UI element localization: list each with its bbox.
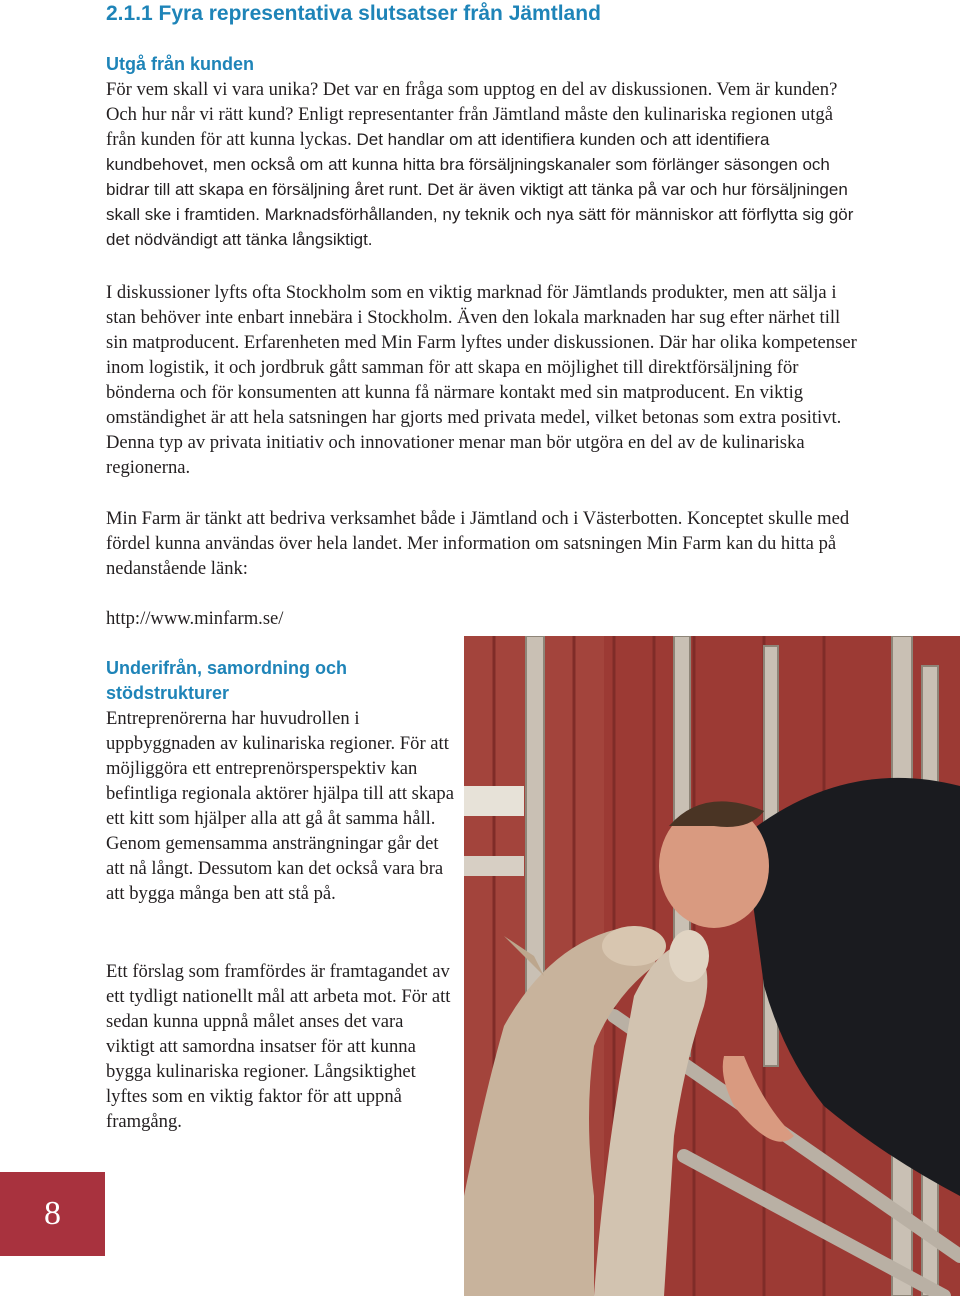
paragraph-customer-sans: Det handlar om att identifiera kunden och att identifiera kundbehovet, men också om att kunna hitta bra försäljningskanaler som förlänger säsongen och bidrar till att skapa en försäljning året runt. Det är även viktigt att tänka på var och hur försäljningen skall ske i framtiden. Marknadsförhållanden, ny teknik och nya sätt för människor att förflytta sig gör det nödvändigt att tänka långsiktigt. [106, 130, 854, 249]
paragraph-national-goal: Ett förslag som framfördes är framtagandet av ett tydligt nationellt mål att arbeta mot. För att sedan kunna uppnå målet anses det vara viktigt att samordna insatser för att kunna bygga kulinariska regioner. Långsiktighet lyftes som en viktig faktor för att uppnå framgång. [106, 961, 451, 1132]
paragraph-entrepreneurs: Entreprenörerna har huvudrollen i uppbyggnaden av kulinariska regioner. För att möjliggöra ett entreprenörsperspektiv kan befintliga regionala aktörer hjälpa till att skapa ett kitt som hjälper alla att gå åt samma håll. Genom gemensamma ansträngningar går det att nå långt. Dessutom kan det också vara bra att bygga många ben att stå på. [106, 708, 454, 904]
subheading-utga-fran-kunden: Utgå från kunden [106, 54, 255, 74]
page-number-box [0, 1172, 105, 1256]
paragraph-min-farm: Min Farm är tänkt att bedriva verksamhet både i Jämtland och i Västerbotten. Konceptet skulle med fördel kunna användas över hela landet. Mer information om satsningen Min Farm kan du hitta på nedanstående länk: [106, 508, 850, 579]
goat-photo [464, 636, 960, 1296]
section-utga-fran-kunden [106, 52, 860, 252]
paragraph-customer [106, 77, 860, 252]
subheading-underifran: Underifrån, samordning och stödstrukturer [106, 658, 348, 703]
section-heading: 2.1.1 Fyra representativa slutsatser från Jämtland [106, 2, 601, 25]
minfarm-link[interactable]: http://www.minfarm.se/ [106, 608, 284, 629]
section-underifran [106, 656, 454, 906]
paragraph-stockholm: I diskussioner lyfts ofta Stockholm som en viktig marknad för Jämtlands produkter, men att sälja i stan behöver inte enbart innebära i Stockholm. Även den lokala marknaden har sug efter närhet till sin matproducent. Erfarenheten med Min Farm lyftes under diskussionen. Där har olika kompetenser inom logistik, it och jordbruk gått samman för att skapa en möjlighet till direktförsäljning för bönderna och för konsumenten att kunna få närmare kontakt med sin matproducent. En viktig omständighet är att hela satsningen har gjorts med privata medel, vilket betonas som extra positivt. Denna typ av privata initiativ och innovationer menar man bör utgöra en del av de kulinariska regionerna. [106, 282, 857, 478]
paragraph-customer-serif: För vem skall vi vara unika? Det var en fråga som upptog en del av diskussionen. Vem är kunden? Och hur når vi rätt kund? Enligt representanter från Jämtland måste den kulinariska regionen utgå från kunden för att kunna lyckas. [106, 79, 838, 150]
page-number: 8 [44, 1195, 61, 1232]
